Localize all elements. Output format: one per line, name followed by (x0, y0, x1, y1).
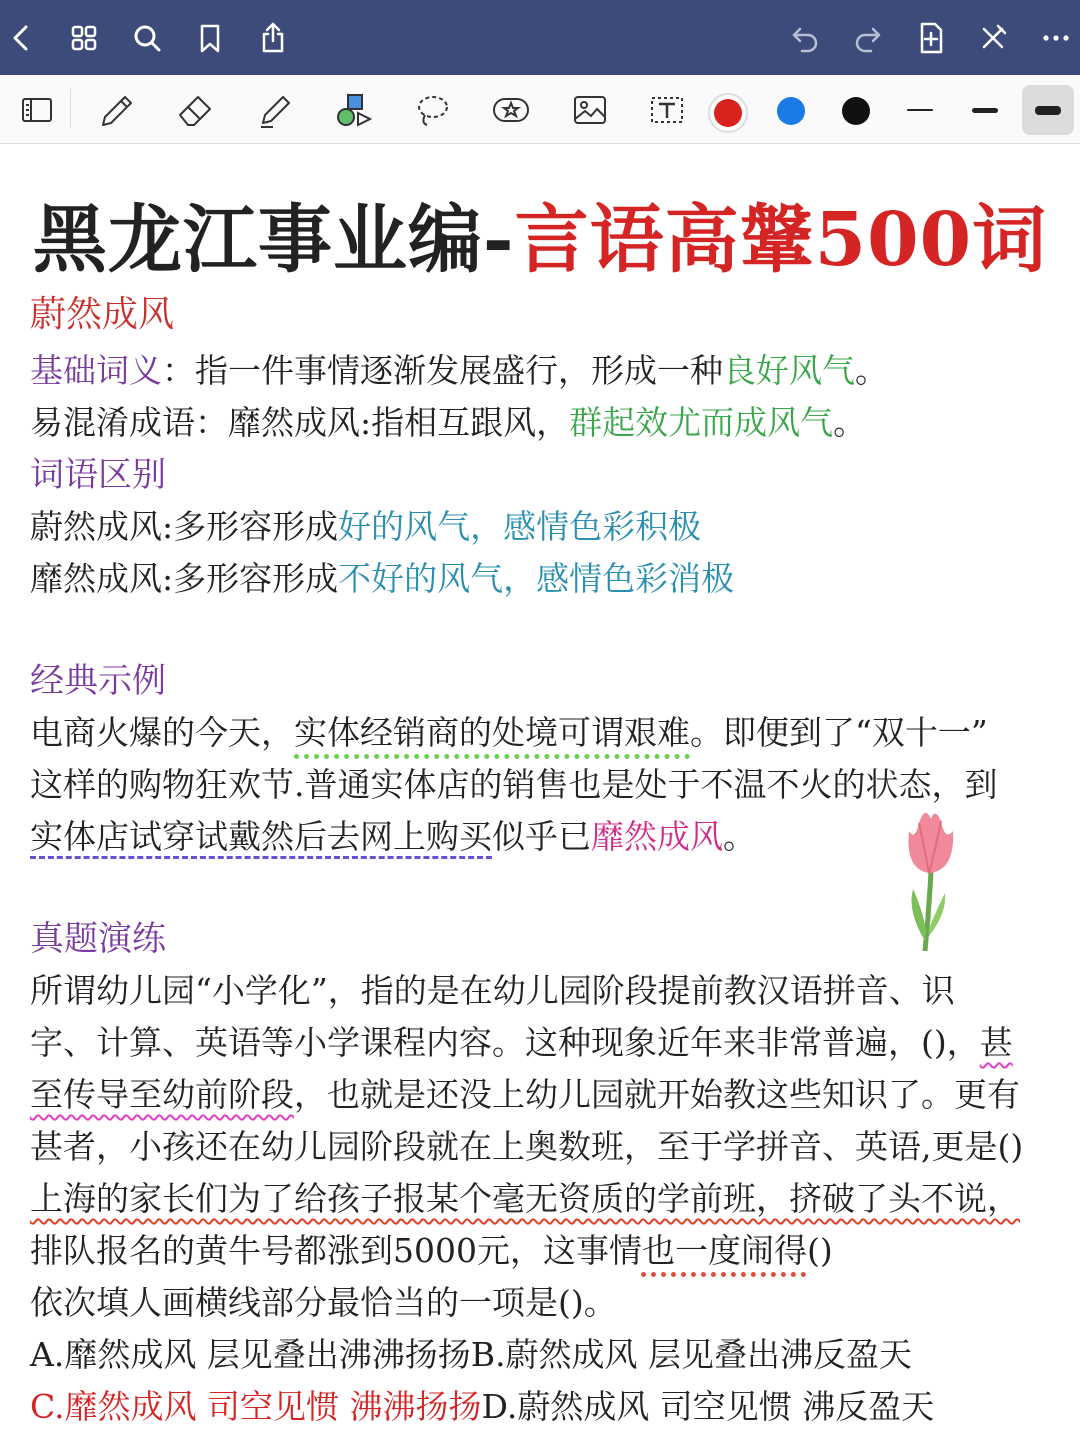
basic-meaning-label: 基础词义 (30, 351, 162, 390)
practice-line-1: 所谓幼儿园“小学化”，指的是在幼儿园阶段提前教汉语拼音、识 (30, 971, 955, 1010)
example-3-highlight: 靡然成风 (591, 817, 723, 856)
practice-3-b: ，也就是还没上幼儿园就开始教这些知识了。更有 (294, 1075, 1020, 1114)
practice-line-5: 上海的家长们为了给孩子报某个毫无资质的学前班，挤破了头不说， (30, 1179, 1020, 1218)
difference-heading: 词语区别 (30, 455, 166, 495)
option-c-answer: C.靡然成风 司空见惯 沸沸扬扬 (30, 1387, 482, 1426)
basic-meaning-end: 。 (855, 351, 888, 390)
color-swatch-black[interactable] (842, 97, 870, 125)
practice-6-dotted: 也一度闹得 (641, 1231, 807, 1270)
color-swatch-blue[interactable] (777, 97, 805, 125)
shapes-icon[interactable] (330, 87, 376, 133)
basic-meaning-text: ：指一件事情逐渐发展盛行，形成一种 (162, 351, 723, 390)
text-icon[interactable] (644, 87, 690, 133)
lasso-icon[interactable] (409, 87, 455, 133)
difference-1-text: 蔚然成风:多形容形成 (30, 507, 339, 546)
option-b: B.蔚然成风 层见叠出沸反盈天 (470, 1335, 913, 1374)
highlighter-icon[interactable] (251, 87, 297, 133)
back-icon[interactable] (2, 18, 42, 58)
tulip-sticker[interactable] (895, 801, 967, 956)
example-line-1 (30, 713, 988, 753)
option-a: A.靡然成风 层见叠出沸沸扬扬 (30, 1335, 471, 1374)
share-icon[interactable] (253, 18, 293, 58)
option-d: D.蔚然成风 司空见惯 沸反盈天 (481, 1387, 935, 1426)
practice-6-c: () (806, 1231, 833, 1270)
top-navigation-bar (0, 0, 1080, 75)
practice-line-3 (30, 1075, 1020, 1115)
redo-icon[interactable] (848, 18, 888, 58)
confusing-idiom-text: 易混淆成语：靡然成风:指相互跟风， (30, 403, 570, 442)
grid-icon[interactable] (64, 18, 104, 58)
note-page[interactable] (0, 143, 1080, 1440)
title-red-part: 言语高鞶500词 (514, 197, 1048, 283)
practice-line-6 (30, 1231, 833, 1271)
practice-line-7: 依次填人画横线部分最恰当的一项是()。 (30, 1283, 617, 1322)
sticker-icon[interactable] (488, 87, 534, 133)
example-3-b: 似乎已 (492, 817, 591, 856)
example-line-3 (30, 817, 756, 857)
title-black-part: 黑龙江事业编- (32, 197, 515, 283)
eraser-icon[interactable] (172, 87, 218, 133)
difference-line-2 (30, 559, 734, 599)
practice-3-underlined: 至传导至幼前阶段 (30, 1075, 294, 1114)
bookmark-icon[interactable] (190, 18, 230, 58)
confusing-idiom-highlight: 群起效尤而成风气 (569, 403, 834, 442)
close-icon[interactable] (973, 18, 1013, 58)
practice-heading: 真题演练 (30, 919, 166, 959)
difference-1-highlight: 好的风气，感情色彩积极 (338, 507, 702, 546)
example-3-underlined: 实体店试穿试戴然后去网上购买 (30, 817, 492, 856)
image-icon[interactable] (567, 87, 613, 133)
stroke-thick-button[interactable] (1022, 85, 1074, 135)
more-icon[interactable] (1036, 18, 1076, 58)
practice-2-underlined: 甚 (979, 1023, 1013, 1062)
page-title (0, 181, 1080, 287)
example-1-dotted: 实体经销商的处境可谓艰难 (294, 713, 690, 752)
confusing-idiom-end: 。 (833, 403, 867, 442)
practice-line-2 (30, 1023, 1013, 1063)
practice-2-a: 字、计算、英语等小学课程内容。这种现象近年来非常普遍，()， (30, 1023, 980, 1062)
stroke-medium-button[interactable] (959, 85, 1011, 135)
example-3-end: 。 (723, 817, 756, 856)
search-icon[interactable] (127, 18, 167, 58)
basic-meaning-highlight: 良好风气 (723, 351, 855, 390)
word-heading: 蔚然成风 (30, 294, 175, 335)
example-1-a: 电商火爆的今天， (30, 713, 294, 752)
color-swatch-red-selected[interactable] (708, 93, 748, 133)
toolbar-separator (70, 89, 71, 129)
options-line-1 (30, 1335, 912, 1375)
basic-meaning-line (30, 351, 888, 391)
difference-line-1 (30, 507, 701, 547)
drawing-toolbar (0, 75, 1080, 144)
stroke-thin-button[interactable] (894, 85, 946, 135)
add-page-icon[interactable] (911, 18, 951, 58)
practice-line-4: 甚者，小孩还在幼儿园阶段就在上奥数班，至于学拼音、英语,更是() (30, 1127, 1024, 1166)
pen-icon[interactable] (93, 87, 139, 133)
red-color-fill (714, 99, 742, 127)
example-heading: 经典示例 (30, 661, 166, 701)
options-line-2 (30, 1387, 934, 1427)
example-1-c: 。即便到了“双十一” (690, 713, 988, 752)
example-line-2: 这样的购物狂欢节.普通实体店的销售也是处于不温不火的状态，到 (30, 765, 998, 804)
difference-2-highlight: 不好的风气，感情色彩消极 (338, 559, 735, 598)
difference-2-text: 靡然成风:多形容形成 (30, 559, 339, 598)
page-view-icon[interactable] (14, 87, 60, 133)
confusing-idiom-line (30, 403, 866, 443)
practice-6-a: 排队报名的黄牛号都涨到5000元，这事情 (30, 1231, 642, 1270)
undo-icon[interactable] (785, 18, 825, 58)
